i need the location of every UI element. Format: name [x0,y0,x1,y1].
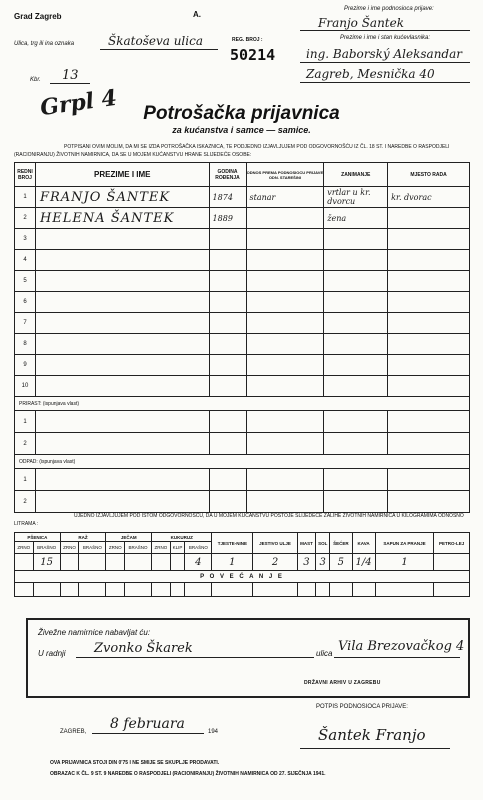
intro-text: POTPISANI OVIM MOLIM, DA MI SE IZDA POTROŠAČKA ISKAZNICA, TE PODJEDNO IZJAVLJUJEM POD ODGOVORNOŠĆU IZ ČL. 18 ST. I NAREDBE O RASPODJELI (RACIONIRANJU) ŽIVOTNIH NAMIRNICA, DA SE U MOJEM KUĆANSTVU HRANE SLIJEDEĆE OSOBE: [14,144,450,158]
shop-value: Zvonko Škarek [94,641,193,656]
cell-workplace [388,334,470,355]
table-row [15,292,470,313]
cell-occupation [324,292,388,313]
stock-subheader: BRAŠNO [79,542,106,554]
stock-subheader: ZRNO [106,542,125,554]
table-row [15,208,470,229]
stock-group-header: JESTIVO ULJE [253,533,297,554]
supply-street-label: ulica [316,649,333,658]
date-value: 8 februara [110,716,185,732]
cell-year: 1889 [209,208,246,229]
cell-relation [246,271,324,292]
cell-workplace [388,292,470,313]
cell-occupation [324,229,388,250]
cell-empty [209,433,246,455]
supply-label: Živežne namirnice nabavljat ću: [38,628,151,637]
stock-value [15,554,34,571]
cell-workplace: kr. dvorac [388,187,470,208]
cell-relation [246,355,324,376]
table-row [15,334,470,355]
cell-relation [246,229,324,250]
cell-empty [246,433,324,455]
cell-name [35,271,209,292]
stock-group-header: PŠENICA [15,533,61,542]
cell-empty [35,433,209,455]
stock-value [152,554,171,571]
owner-line2: Zagreb, Mesnička 40 [306,67,435,81]
footer-note-legal: OBRAZAC K ČL. 9 ST. 9 NAREDBE O RASPODJELI (RACIONIRANJU) ŽIVOTNIH NAMIRNICA OD 27. SIJEČNJA 1941. [50,771,326,777]
stock-table [14,532,470,597]
stock-value: 1/4 [352,554,375,571]
cell-occupation: vrtlar u kr. dvorcu [324,187,388,208]
stock-subheader: ZRNO [15,542,34,554]
shop-label: U radnji [38,649,66,658]
cell-occupation [324,250,388,271]
stock-group-header: JEČAM [106,533,152,542]
cell-name [35,334,209,355]
stock-subheader: BRAŠNO [33,542,60,554]
archive-stamp: DRŽAVNI ARHIV U ZAGREBU [304,680,381,686]
povecanje-row: P O V E Ć A N J E [15,571,470,583]
table-row [15,433,470,455]
cell-name: HELENA ŠANTEK [35,208,209,229]
supply-box [26,618,470,698]
members-table [14,162,470,513]
stock-empty-cell [60,583,79,597]
table-row [15,187,470,208]
cell-name [35,229,209,250]
cell-name: FRANJO ŠANTEK [35,187,209,208]
cell-no: 8 [15,334,36,355]
stock-group-header: PETRO-LEJ [434,533,470,554]
signature-value: Šantek Franjo [318,726,426,744]
cell-empty [324,491,388,513]
stock-empty-cell [106,583,125,597]
cell-no: 6 [15,292,36,313]
form-title: Potrošačka prijavnica [143,103,340,124]
stock-subheader: BRAŠNO [185,542,212,554]
stock-value [125,554,152,571]
cell-relation [246,376,324,397]
stock-empty-cell [125,583,152,597]
table-row [15,250,470,271]
kbr-label: Kbr. [30,77,41,83]
stock-group-header: ŠEĆER [330,533,352,554]
stock-value [60,554,79,571]
cell-relation [246,208,324,229]
col-year-header: GODINA ROĐENJA [209,163,246,187]
stock-empty-cell [330,583,352,597]
cell-empty [209,491,246,513]
cell-workplace [388,208,470,229]
stock-value: 4 [185,554,212,571]
cell-no: 2 [15,491,36,513]
year-suffix: 194 [208,729,219,735]
cell-relation [246,313,324,334]
stock-group-header: RAŽ [60,533,106,542]
stock-empty-cell [185,583,212,597]
cell-empty [35,411,209,433]
stock-value [106,554,125,571]
cell-no: 7 [15,313,36,334]
cell-name [35,376,209,397]
cell-year [209,292,246,313]
stock-value [434,554,470,571]
stock-empty-cell [253,583,297,597]
col-relation-header: ODNOS PREMA PODNOSIOCU PRIJAVE ODN. STAREŠINI [246,163,324,187]
kbr-value: 13 [62,68,79,83]
table-row [15,271,470,292]
cell-relation [246,334,324,355]
stock-text: UJEDNO IZJAVLJUJEM POD ISTOM ODGOVORNOŠĆU, DA U MOJEM KUĆANSTVU POSTOJE SLIJEDEĆE ZALIHE ŽIVOTNIH NAMIRNICA U KILOGRAMIMA ODNOSNO LITRAMA : [14,513,464,527]
signature-label: POTPIS PODNOSIOCA PRIJAVE: [316,704,408,710]
cell-no: 9 [15,355,36,376]
cell-no: 1 [15,411,36,433]
cell-empty [388,433,470,455]
stock-value: 3 [297,554,316,571]
cell-year [209,313,246,334]
stock-empty-cell [170,583,185,597]
cell-occupation [324,376,388,397]
cell-name [35,250,209,271]
cell-empty [35,491,209,513]
stock-value: 15 [33,554,60,571]
stock-group-header: MAST [297,533,316,554]
cell-workplace [388,355,470,376]
cell-year: 1874 [209,187,246,208]
cell-occupation [324,355,388,376]
cell-year [209,250,246,271]
stock-empty-cell [15,583,34,597]
cell-empty [324,433,388,455]
stock-groups-row [15,533,470,542]
cell-year [209,229,246,250]
stock-empty-cell [33,583,60,597]
cell-empty [324,469,388,491]
stock-value [170,554,185,571]
cell-no: 1 [15,187,36,208]
cell-relation: stanar [246,187,324,208]
cell-empty [324,411,388,433]
table-row [15,491,470,513]
cell-occupation: žena [324,208,388,229]
form-subtitle: za kućanstva i samce — samice. [172,125,311,135]
stock-subheader: ZRNO [152,542,171,554]
stock-group-header: SAPUN ZA PRANJE [375,533,434,554]
street-value: Škatoševa ulica [108,34,203,48]
stock-empty-cell [434,583,470,597]
cell-name [35,313,209,334]
table-row [15,313,470,334]
stock-empty-cell [352,583,375,597]
stock-empty-cell [316,583,330,597]
cell-empty [209,469,246,491]
stock-value: 3 [316,554,330,571]
handwritten-stamp: Grpl 4 [38,84,119,122]
cell-empty [246,411,324,433]
cell-no: 10 [15,376,36,397]
cell-no: 1 [15,469,36,491]
cell-workplace [388,376,470,397]
owner-label: Prezime i ime i stan kućevlasnika: [340,35,431,41]
stock-empty-cell [152,583,171,597]
members-header-row [15,163,470,187]
cell-empty [246,469,324,491]
cell-year [209,355,246,376]
cell-workplace [388,313,470,334]
stock-value: 2 [253,554,297,571]
cell-name [35,355,209,376]
stock-empty-cell [375,583,434,597]
footer-note-price: OVA PRIJAVNICA STOJI DIN 0'75 I NE SMIJE SE SKUPLJE PRODAVATI. [50,760,220,766]
table-row [15,469,470,491]
stock-subheader: ZRNO [60,542,79,554]
stock-value [79,554,106,571]
street-label: Ulica, trg ili ina oznaka [14,41,75,47]
cell-empty [388,491,470,513]
stock-group-header: KAVA [352,533,375,554]
cell-workplace [388,271,470,292]
table-row [15,229,470,250]
cell-year [209,334,246,355]
cell-year [209,376,246,397]
table-row [15,411,470,433]
cell-no: 3 [15,229,36,250]
odpad-label-row: ODPAD: (ispunjava vlast) [15,455,470,469]
col-occupation-header: ZANIMANJE [324,163,388,187]
stock-empty-row [15,583,470,597]
stock-value: 1 [212,554,253,571]
prirast-label-row: PRIRAST: (ispunjava vlast) [15,397,470,411]
form-letter: A. [193,10,201,19]
cell-no: 5 [15,271,36,292]
stock-group-header: TJESTE-NINE [212,533,253,554]
cell-year [209,271,246,292]
supply-street-value: Vila Brezovačkog 4 [338,639,465,654]
applicant-value: Franjo Šantek [318,16,405,30]
stock-group-header: SOL [316,533,330,554]
place-label: ZAGREB, [60,729,87,735]
cell-name [35,292,209,313]
cell-no: 2 [15,208,36,229]
cell-empty [35,469,209,491]
cell-workplace [388,229,470,250]
city-label: Grad Zagreb [14,12,62,21]
col-no-header: REDNI BROJ [15,163,36,187]
stock-group-header: KUKURUZ [152,533,212,542]
reg-label: REG. BROJ : [232,37,263,43]
reg-number: 50214 [230,46,276,64]
table-row [15,376,470,397]
stock-empty-cell [297,583,316,597]
col-name-header: PREZIME I IME [35,163,209,187]
table-row [15,355,470,376]
cell-no: 4 [15,250,36,271]
stock-value: 5 [330,554,352,571]
cell-workplace [388,250,470,271]
cell-empty [246,491,324,513]
stock-value: 1 [375,554,434,571]
cell-occupation [324,271,388,292]
stock-subheader: KLIP [170,542,185,554]
cell-empty [388,469,470,491]
cell-empty [209,411,246,433]
applicant-label: Prezime i ime podnosioca prijave: [344,6,434,12]
stock-empty-cell [79,583,106,597]
cell-empty [388,411,470,433]
stock-subheader: BRAŠNO [125,542,152,554]
cell-occupation [324,313,388,334]
cell-relation [246,292,324,313]
stock-values-row [15,554,470,571]
col-workplace-header: MJESTO RADA [388,163,470,187]
cell-no: 2 [15,433,36,455]
stock-empty-cell [212,583,253,597]
owner-line1: ing. Baborský Aleksandar [306,47,463,61]
cell-relation [246,250,324,271]
cell-occupation [324,334,388,355]
